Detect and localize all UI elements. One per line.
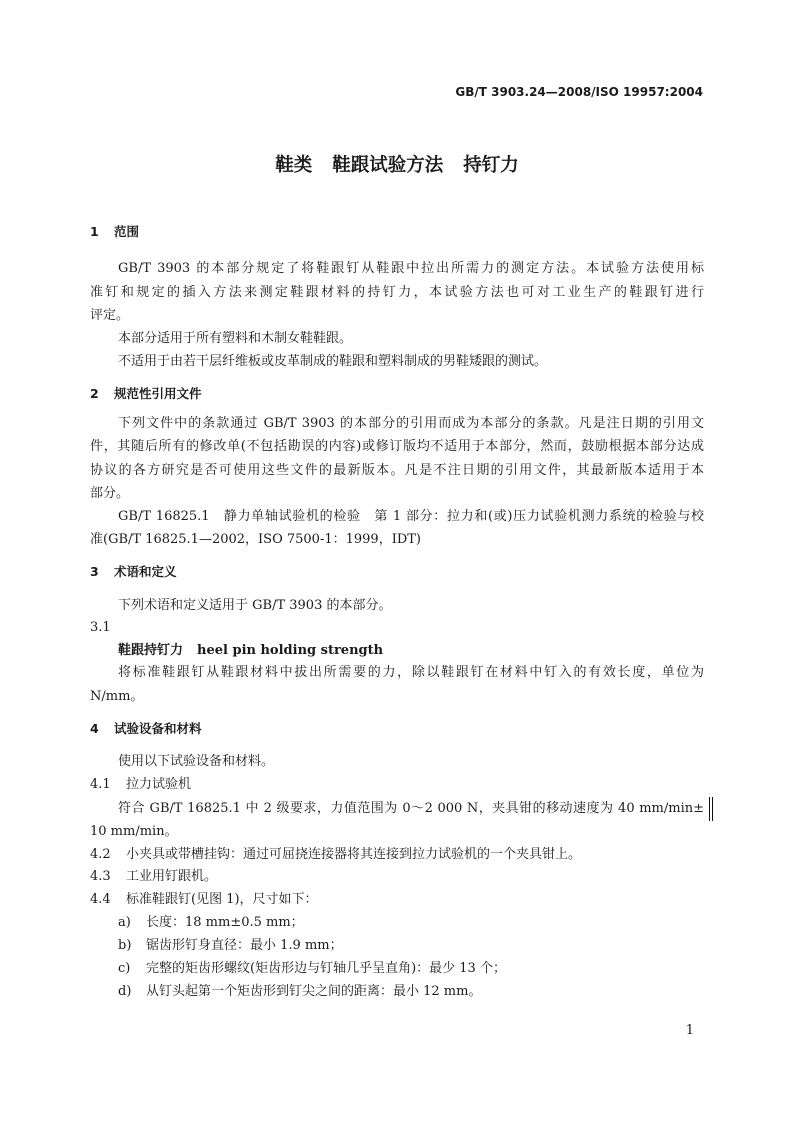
subclause-4-1-number: 4.1 <box>90 777 111 792</box>
document-title <box>0 157 794 176</box>
subclause-4-2 <box>90 848 581 861</box>
term-definition-line-2: N/mm。 <box>90 689 144 704</box>
list-item <box>118 916 304 929</box>
section-1-number: 1 <box>90 224 99 239</box>
section-1-paragraph-1-line-2: 准钉和规定的插入方法来测定鞋跟材料的持钉力，本试验方法也可对工业生产的鞋跟钉进行 <box>90 285 704 300</box>
section-1-paragraph-1-line-1: GB/T 3903 的本部分规定了将鞋跟钉从鞋跟中拉出所需力的测定方法。本试验方法使用标 <box>118 261 704 276</box>
page-number: 1 <box>685 1023 694 1038</box>
section-1-paragraph-1-line-3: 评定。 <box>90 308 130 323</box>
list-item <box>118 962 506 975</box>
subclause-4-4-number: 4.4 <box>90 892 111 907</box>
list-item <box>118 939 343 952</box>
standard-code: GB/T 3903.24—2008/ISO 19957:2004 <box>455 85 703 99</box>
subclause-4-2-text: 小夹具或带槽挂钩：通过可屈挠连接器将其连接到拉力试验机的一个夹具钳上。 <box>126 847 582 862</box>
subclause-4-1-body-line-1: 符合 GB/T 16825.1 中 2 级要求，力值范围为 0～2 000 N，夹具钳的移动速度为 40 mm/min± <box>118 801 704 816</box>
section-1-paragraph-3: 不适用于由若干层纤维板或皮革制成的鞋跟和塑料制成的男鞋矮跟的测试。 <box>118 354 548 369</box>
subclause-4-3-number: 4.3 <box>90 869 111 884</box>
subclause-3-1-number: 3.1 <box>90 620 111 635</box>
subclause-4-1-title: 拉力试验机 <box>126 777 192 792</box>
section-4-title: 试验设备和材料 <box>114 721 202 736</box>
section-4-heading <box>90 723 202 736</box>
list-item-label: b) <box>118 938 132 953</box>
section-2-paragraph-1-line-2: 件，其随后所有的修改单(不包括勘误的内容)或修订版均不适用于本部分，然而，鼓励根据本部分达成 <box>90 439 704 454</box>
section-3-paragraph-1: 下列术语和定义适用于 GB/T 3903 的本部分。 <box>118 598 392 613</box>
section-1-paragraph-2: 本部分适用于所有塑料和木制女鞋鞋跟。 <box>118 331 353 346</box>
section-2-number: 2 <box>90 386 99 401</box>
term-definition-line-1: 将标准鞋跟钉从鞋跟材料中拔出所需要的力，除以鞋跟钉在材料中钉入的有效长度，单位为 <box>118 665 704 680</box>
section-2-title: 规范性引用文件 <box>114 386 202 401</box>
section-3-number: 3 <box>90 564 99 579</box>
list-item-text: 完整的矩齿形螺纹(矩齿形边与钉轴几乎呈直角)：最少 13 个； <box>146 961 506 976</box>
section-2-paragraph-1-line-3: 协议的各方研究是否可使用这些文件的最新版本。凡是不注日期的引用文件，其最新版本适用于本 <box>90 463 704 478</box>
section-4-paragraph-1: 使用以下试验设备和材料。 <box>118 754 275 769</box>
term-entry <box>118 644 383 657</box>
subclause-4-2-number: 4.2 <box>90 847 111 862</box>
term-english: heel pin holding strength <box>197 643 384 658</box>
subclause-4-3-text: 工业用钉跟机。 <box>126 869 218 884</box>
revision-bar <box>709 797 713 821</box>
subclause-4-1-body-line-2: 10 mm/min。 <box>90 824 178 839</box>
section-1-heading <box>90 226 139 239</box>
subclause-4-3 <box>90 870 217 883</box>
normative-reference-line-2: 准(GB/T 16825.1—2002，ISO 7500-1：1999，IDT) <box>90 532 421 547</box>
list-item-label: c) <box>118 961 131 976</box>
title-part-1: 鞋类 <box>275 155 313 176</box>
list-item-label: d) <box>118 984 132 999</box>
section-2-heading <box>90 388 202 401</box>
section-3-heading <box>90 566 177 579</box>
section-2-paragraph-1-line-1: 下列文件中的条款通过 GB/T 3903 的本部分的引用而成为本部分的条款。凡是注日期的引用文 <box>118 416 704 431</box>
title-part-3: 持钉力 <box>463 155 519 176</box>
section-1-title: 范围 <box>114 224 140 239</box>
subclause-4-4 <box>90 893 318 906</box>
list-item-label: a) <box>118 915 131 930</box>
subclause-4-4-text: 标准鞋跟钉(见图 1)，尺寸如下： <box>126 892 318 907</box>
section-3-title: 术语和定义 <box>114 564 177 579</box>
list-item <box>118 985 481 998</box>
normative-reference-line-1: GB/T 16825.1 静力单轴试验机的检验 第 1 部分：拉力和(或)压力试验机测力系统的检验与校 <box>118 509 704 524</box>
subclause-4-1 <box>90 778 191 791</box>
section-4-number: 4 <box>90 721 99 736</box>
section-2-paragraph-1-line-4: 部分。 <box>90 486 130 501</box>
title-part-2: 鞋跟试验方法 <box>332 155 444 176</box>
list-item-text: 从钉头起第一个矩齿形到钉尖之间的距离：最小 12 mm。 <box>146 984 482 999</box>
term-chinese: 鞋跟持钉力 <box>118 643 184 658</box>
list-item-text: 锯齿形钉身直径：最小 1.9 mm； <box>146 938 343 953</box>
list-item-text: 长度：18 mm±0.5 mm； <box>146 915 304 930</box>
